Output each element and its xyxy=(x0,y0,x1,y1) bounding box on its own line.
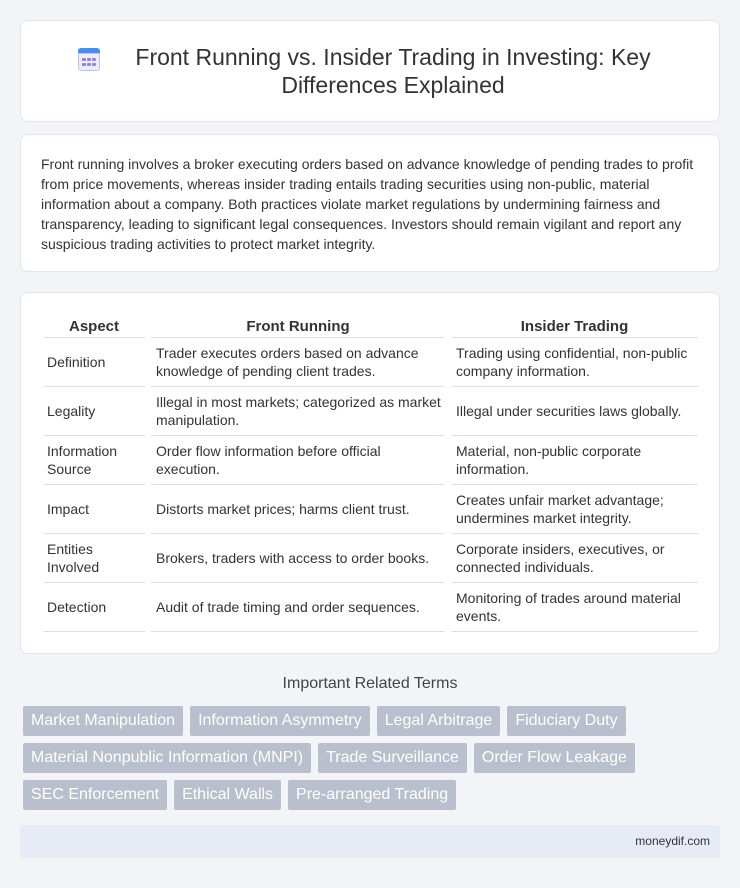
related-term-tag[interactable]: Pre-arranged Trading xyxy=(288,780,456,810)
table-row xyxy=(43,387,698,436)
intro-card xyxy=(20,134,720,272)
cell-insider-trading: Monitoring of trades around material events. xyxy=(451,583,698,632)
related-term-tag[interactable]: Legal Arbitrage xyxy=(377,706,501,736)
cell-insider-trading: Material, non-public corporate information. xyxy=(451,436,698,485)
title-card xyxy=(20,20,720,122)
table-row xyxy=(43,583,698,632)
cell-front-running: Distorts market prices; harms client trust. xyxy=(151,485,445,534)
cell-insider-trading: Trading using confidential, non-public company information. xyxy=(451,338,698,387)
related-term-tag[interactable]: Trade Surveillance xyxy=(318,743,467,773)
tag-row xyxy=(23,743,723,773)
table-row xyxy=(43,534,698,583)
cell-front-running: Brokers, traders with access to order books. xyxy=(151,534,445,583)
cell-front-running: Order flow information before official execution. xyxy=(151,436,445,485)
header-aspect: Aspect xyxy=(43,315,145,338)
related-terms-tags xyxy=(23,706,723,817)
header-front-running: Front Running xyxy=(151,315,445,338)
comparison-card xyxy=(20,292,720,654)
cell-insider-trading: Illegal under securities laws globally. xyxy=(451,387,698,436)
table-row xyxy=(43,338,698,387)
intro-paragraph: Front running involves a broker executing orders based on advance knowledge of pending trades to profit from price movements, whereas insider trading entails trading securities using non-public, material information about a company. Both practices violate market regulations by undermining fairness and transparency, leading to significant legal consequences. Investors should remain vigilant and report any suspicious trading activities to protect market integrity. xyxy=(41,156,694,252)
footer-site: moneydif.com xyxy=(635,834,710,848)
cell-front-running: Trader executes orders based on advance knowledge of pending client trades. xyxy=(151,338,445,387)
related-term-tag[interactable]: Market Manipulation xyxy=(23,706,183,736)
cell-aspect: Information Source xyxy=(43,436,145,485)
table-row xyxy=(43,485,698,534)
cell-aspect: Entities Involved xyxy=(43,534,145,583)
cell-aspect: Definition xyxy=(43,338,145,387)
related-term-tag[interactable]: Fiduciary Duty xyxy=(507,706,625,736)
table-row xyxy=(43,436,698,485)
related-term-tag[interactable]: Material Nonpublic Information (MNPI) xyxy=(23,743,311,773)
cell-aspect: Legality xyxy=(43,387,145,436)
footer xyxy=(20,825,720,858)
cell-front-running: Illegal in most markets; categorized as market manipulation. xyxy=(151,387,445,436)
calendar-icon xyxy=(77,47,101,73)
table-header-row xyxy=(43,315,698,338)
related-term-tag[interactable]: SEC Enforcement xyxy=(23,780,167,810)
title-wrap xyxy=(77,43,663,99)
tag-row xyxy=(23,780,723,810)
cell-insider-trading: Corporate insiders, executives, or connected individuals. xyxy=(451,534,698,583)
related-term-tag[interactable]: Information Asymmetry xyxy=(190,706,370,736)
cell-insider-trading: Creates unfair market advantage; undermines market integrity. xyxy=(451,485,698,534)
tag-row xyxy=(23,706,723,736)
cell-front-running: Audit of trade timing and order sequences. xyxy=(151,583,445,632)
cell-aspect: Impact xyxy=(43,485,145,534)
cell-aspect: Detection xyxy=(43,583,145,632)
page-title: Front Running vs. Insider Trading in Investing: Key Differences Explained xyxy=(135,44,651,98)
header-insider-trading: Insider Trading xyxy=(451,315,698,338)
related-terms-title: Important Related Terms xyxy=(282,675,458,692)
related-term-tag[interactable]: Ethical Walls xyxy=(174,780,281,810)
comparison-table xyxy=(43,315,698,632)
related-term-tag[interactable]: Order Flow Leakage xyxy=(474,743,635,773)
